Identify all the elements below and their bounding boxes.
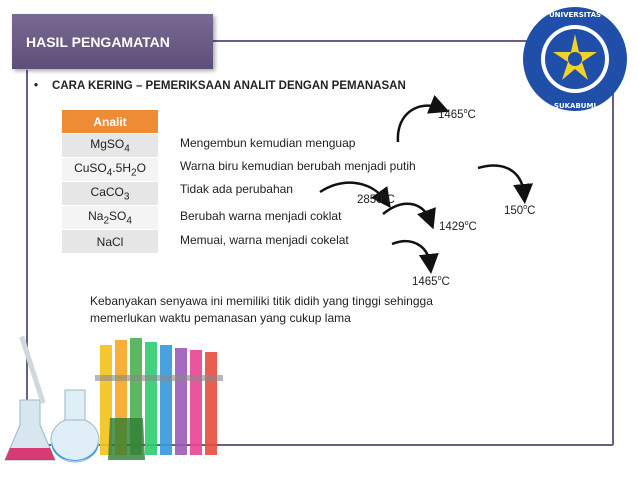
analit-table bbox=[62, 110, 158, 253]
table-header: Analit bbox=[62, 110, 158, 134]
curved-arrow bbox=[478, 166, 524, 194]
table-row: MgSO$_4$ bbox=[62, 134, 158, 158]
temperature-label: 2850$^o$C bbox=[357, 193, 395, 206]
table-row: NaCl bbox=[62, 230, 158, 254]
bullet-heading bbox=[34, 80, 406, 92]
temperature-label: 1429$^o$C bbox=[439, 220, 477, 233]
slide-title: HASIL PENGAMATAN bbox=[12, 14, 213, 69]
table-row: CaCO$_3$ bbox=[62, 182, 158, 206]
observation-text: Berubah warna menjadi coklat bbox=[180, 209, 342, 223]
lab-glassware-image bbox=[0, 300, 250, 470]
observation-text: Tidak ada perubahan bbox=[180, 182, 293, 196]
curved-arrow bbox=[398, 106, 440, 142]
curved-arrow bbox=[392, 241, 430, 264]
svg-text:UNIVERSITAS: UNIVERSITAS bbox=[548, 11, 602, 19]
university-logo bbox=[520, 4, 630, 114]
observation-text: Memuai, warna menjadi cokelat bbox=[180, 233, 349, 247]
note-text: Kebanyakan senyawa ini memiliki titik didih yang tinggi sehingga memerlukan waktu pemanasan yang cukup lama bbox=[90, 294, 433, 325]
table-row: $Na_2SO_4$ bbox=[62, 206, 158, 230]
observation-text: Warna biru kemudian berubah menjadi putih bbox=[180, 159, 416, 173]
temperature-label: 150$^o$C bbox=[504, 204, 536, 217]
bullet-marker: • bbox=[34, 80, 39, 92]
curved-arrow bbox=[383, 204, 430, 220]
temperature-label: 1465$^o$C bbox=[438, 108, 476, 121]
bullet-text: CARA KERING – PEMERIKSAAN ANALIT DENGAN PEMANASAN bbox=[52, 80, 406, 92]
observation-text: Mengembun kemudian menguap bbox=[180, 136, 356, 150]
svg-text:SUKABUMI: SUKABUMI bbox=[553, 102, 597, 110]
temperature-label: 1465$^o$C bbox=[412, 275, 450, 288]
table-row: $CuSO_4.5H_2O$ bbox=[62, 158, 158, 182]
